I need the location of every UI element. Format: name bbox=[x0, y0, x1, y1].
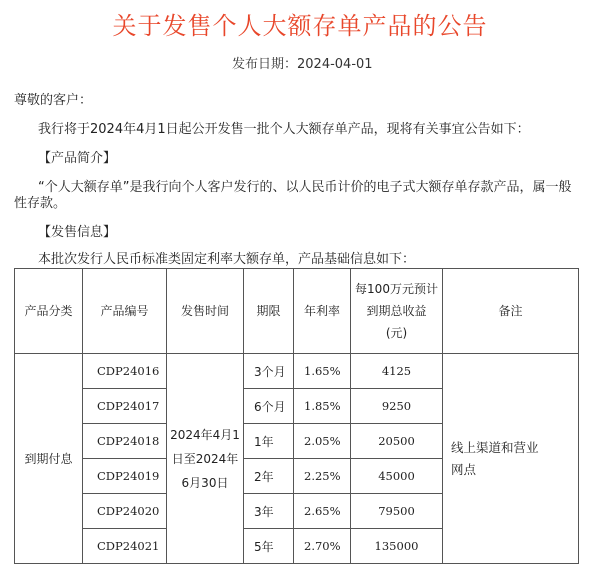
income-cell: 135000 bbox=[351, 529, 443, 564]
term-cell: 3个月 bbox=[244, 354, 294, 389]
sale-time-line1: 2024年4月1 bbox=[170, 427, 240, 442]
term-cell: 6个月 bbox=[244, 389, 294, 424]
product-table bbox=[14, 268, 579, 564]
section-heading-sale: 【发售信息】 bbox=[38, 225, 117, 240]
term-cell: 2年 bbox=[244, 459, 294, 494]
header-sale-time: 发售时间 bbox=[167, 269, 244, 354]
term-cell: 3年 bbox=[244, 494, 294, 529]
rate-cell: 1.85% bbox=[294, 389, 351, 424]
income-cell: 9250 bbox=[351, 389, 443, 424]
term-cell: 1年 bbox=[244, 424, 294, 459]
header-income bbox=[351, 269, 443, 354]
rate-cell: 2.65% bbox=[294, 494, 351, 529]
remark-line2: 网点 bbox=[451, 461, 477, 477]
sale-time-line2: 日至2024年 bbox=[171, 451, 239, 466]
term-cell: 5年 bbox=[244, 529, 294, 564]
header-rate: 年利率 bbox=[294, 269, 351, 354]
income-cell: 4125 bbox=[351, 354, 443, 389]
code-cell: CDP24021 bbox=[83, 529, 167, 564]
header-code: 产品编号 bbox=[83, 269, 167, 354]
code-cell: CDP24019 bbox=[83, 459, 167, 494]
rate-cell: 2.05% bbox=[294, 424, 351, 459]
code-cell: CDP24020 bbox=[83, 494, 167, 529]
table-header-row bbox=[15, 269, 579, 354]
section-heading-intro: 【产品简介】 bbox=[38, 151, 117, 166]
greeting: 尊敬的客户： bbox=[14, 93, 93, 108]
intro-paragraph: 我行将于2024年4月1日起公开发售一批个人大额存单产品，现将有关事宜公告如下： bbox=[38, 122, 530, 137]
publish-date-value: 2024-04-01 bbox=[297, 57, 373, 72]
publish-date bbox=[232, 53, 373, 72]
code-cell: CDP24016 bbox=[83, 354, 167, 389]
header-income-line2: 到期总收益 bbox=[366, 304, 427, 318]
rate-cell: 2.25% bbox=[294, 459, 351, 494]
table-row bbox=[15, 354, 579, 389]
sale-time-line3: 6月30日 bbox=[181, 475, 229, 490]
header-income-line3: (元) bbox=[385, 326, 408, 340]
category-cell: 到期付息 bbox=[15, 354, 83, 564]
page-title: 关于发售个人大额存单产品的公告 bbox=[112, 12, 488, 40]
publish-date-label: 发布日期： bbox=[232, 57, 298, 72]
header-category: 产品分类 bbox=[15, 269, 83, 354]
product-intro-line1: “个人大额存单”是我行向个人客户发行的、以人民币计价的电子式大额存单存款产品，属一般 bbox=[38, 180, 572, 195]
code-cell: CDP24017 bbox=[83, 389, 167, 424]
rate-cell: 2.70% bbox=[294, 529, 351, 564]
income-cell: 79500 bbox=[351, 494, 443, 529]
remark-cell bbox=[443, 354, 579, 564]
remark-line1: 线上渠道和营业 bbox=[451, 439, 539, 455]
sale-time-cell bbox=[167, 354, 244, 564]
header-income-line1: 每100万元预计 bbox=[355, 282, 438, 296]
sale-info-paragraph: 本批次发行人民币标准类固定利率大额存单，产品基础信息如下： bbox=[38, 252, 416, 267]
header-term: 期限 bbox=[244, 269, 294, 354]
rate-cell: 1.65% bbox=[294, 354, 351, 389]
income-cell: 45000 bbox=[351, 459, 443, 494]
product-intro-line2: 性存款。 bbox=[14, 196, 67, 211]
code-cell: CDP24018 bbox=[83, 424, 167, 459]
income-cell: 20500 bbox=[351, 424, 443, 459]
header-remark: 备注 bbox=[443, 269, 579, 354]
